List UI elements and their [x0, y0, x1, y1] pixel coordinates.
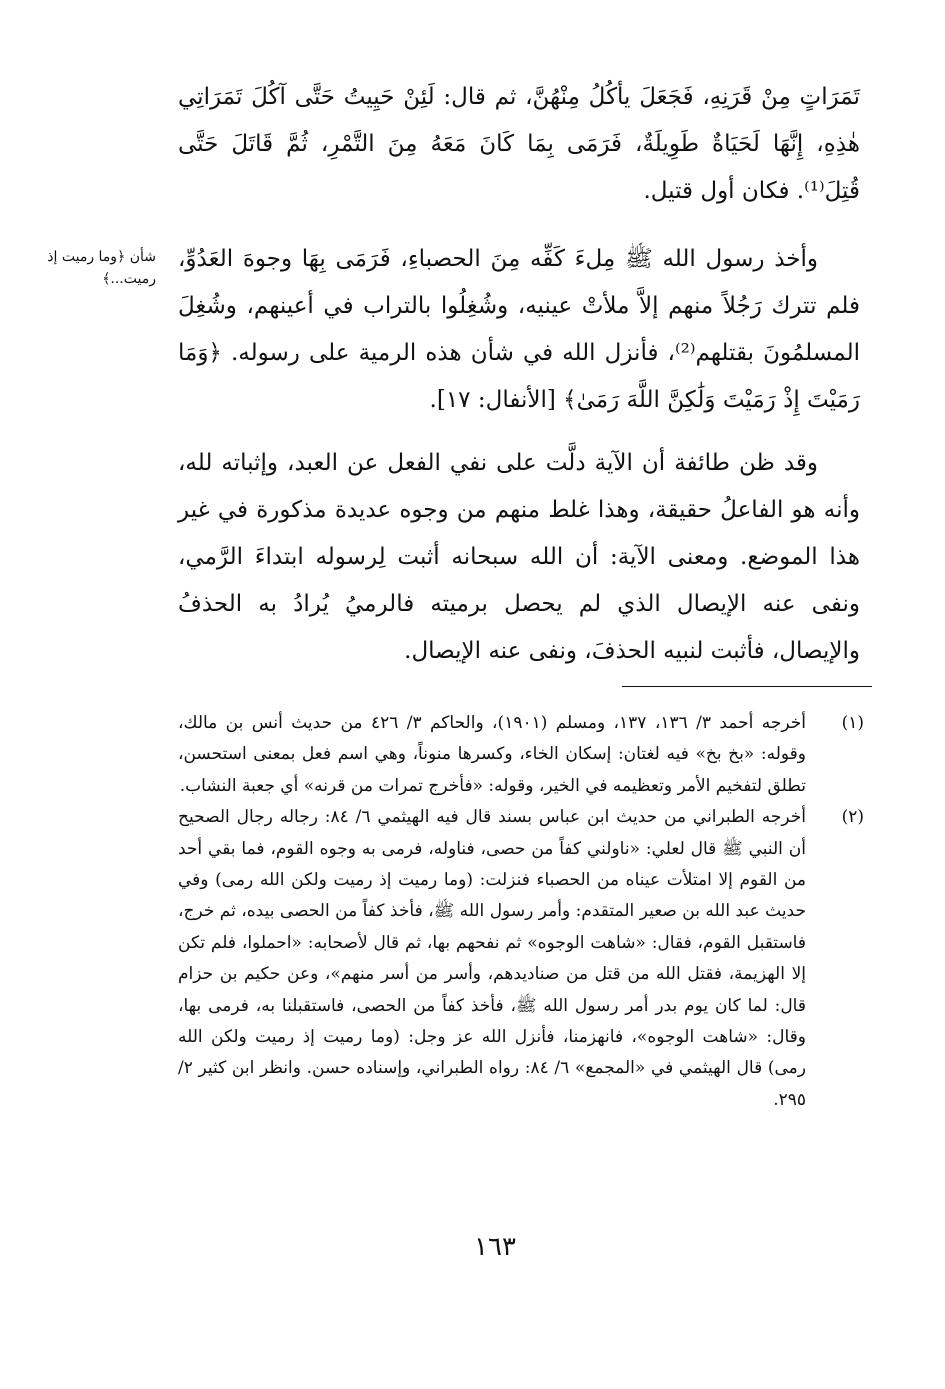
footnote-text: أخرجه الطبراني من حديث ابن عباس بسند قال فيه الهيثمي ٦/ ٨٤: رجاله رجال الصحيح أن النبي ﷺ قال لعلي: «ناولني كفاً من حصى، فناوله، فرمى به وجوه القوم، فما بقي أحد من القوم إلا امتلأت عيناه من الحصباء فنزلت: (وما رميت إذ رميت ولكن الله رمى) وفي حديث عبد الله بن صعير المتقدم: وأمر رسول الله ﷺ، فأخذ كفاً من الحصى بيده، ثم خرج، فاستقبل القوم، فقال: «شاهت الوجوه» ثم نفحهم بها، ثم قال لأصحابه: «احملوا، فلم تكن إلا الهزيمة، فقتل الله من قتل من صناديدهم، وأسر من أسر منهم»، وعن حكيم بن حزام قال: لما كان يوم بدر أمر رسول الله ﷺ، فأخذ كفاً من الحصى، فاستقبلنا به، فرمى بها، وقال: «شاهت الوجوه»، فانهزمنا، فأنزل الله عز وجل: (وما رميت إذ رميت ولكن الله رمى) قال الهيثمي في «المجمع» ٦/ ٨٤: رواه الطبراني، وإسناده حسن. وانظر ابن كثير ٢/ ٢٩٥. — [178, 807, 807, 1110]
paragraph-text: وأخذ رسول الله ﷺ مِلءَ كَفِّه مِنَ الحصباءِ، فَرَمَى بِهَا وجوهَ العَدُوِّ، فلم تترك رَجُلاً منهم إلاَّ ملأتْ عينيه، وشُغِلُوا بالتراب في أعينهم، وشُغِلَ المسلمُونَ بقتلهم⁽²⁾، فأنزل الله في شأن هذه الرمية على رسوله. ﴿وَمَا رَمَيْتَ إِذْ رَمَيْتَ وَلَٰكِنَّ اللَّهَ رَمَىٰ﴾ [الأنفال: ١٧]. — [178, 246, 860, 413]
footnote-number: (١) — [841, 713, 864, 733]
footnote-number: (٢) — [841, 807, 864, 828]
footnote-divider — [622, 686, 872, 687]
paragraph-text: تَمَرَاتٍ مِنْ قَرَنِهِ، فَجَعَلَ يأكُلُ مِنْهُنَّ، ثم قال: لَئِنْ حَيِيتُ حَتَّى آكُلَ تَمَرَاتِي هٰذِهِ، إِنَّهَا لَحَيَاةٌ طَوِيلَةٌ، فَرَمَى بِمَا كَانَ مَعَهُ مِنَ التَّمْرِ، ثُمَّ قَاتَلَ حَتَّى قُتِلَ⁽¹⁾. فكان أول قتيل. — [178, 84, 860, 204]
footnote-text: أخرجه أحمد ٣/ ١٣٦، ١٣٧، ومسلم (١٩٠١)، والحاكم ٣/ ٤٢٦ من حديث أنس بن مالك، وقوله: «بخ بخ» فيه لغتان: إسكان الخاء، وكسرها منوناً، وهي اسم فعل بمعنى استحسن، تطلق لتفخيم الأمر وتعظيمه في الخير، وقوله: «فأخرج تمرات من قرنه» أي جعبة النشاب. — [178, 713, 806, 796]
footnote-2 — [178, 802, 868, 1116]
footnotes — [178, 708, 868, 1116]
body-paragraph-2 — [178, 236, 860, 424]
footnote-1 — [178, 708, 868, 802]
body-paragraph-1 — [178, 74, 860, 215]
paragraph-text: وقد ظن طائفة أن الآية دلَّت على نفي الفعل عن العبد، وإثباته لله، وأنه هو الفاعلُ حقيقة، وهذا غلط منهم من وجوه عديدة مذكورة في غير هذا الموضع. ومعنى الآية: أن الله سبحانه أثبت لِرسوله ابتداءَ الرَّمي، ونفى عنه الإيصال الذي لم يحصل برميته فالرميُ يُرادُ به الحذفُ والإيصال، فأثبت لنبيه الحذفَ، ونفى عنه الإيصال. — [178, 450, 860, 664]
margin-note: شأن ﴿وما رميت إذ رميت...﴾ — [47, 249, 156, 287]
page-number: ١٦٣ — [474, 1232, 516, 1262]
body-paragraph-3 — [178, 440, 860, 675]
